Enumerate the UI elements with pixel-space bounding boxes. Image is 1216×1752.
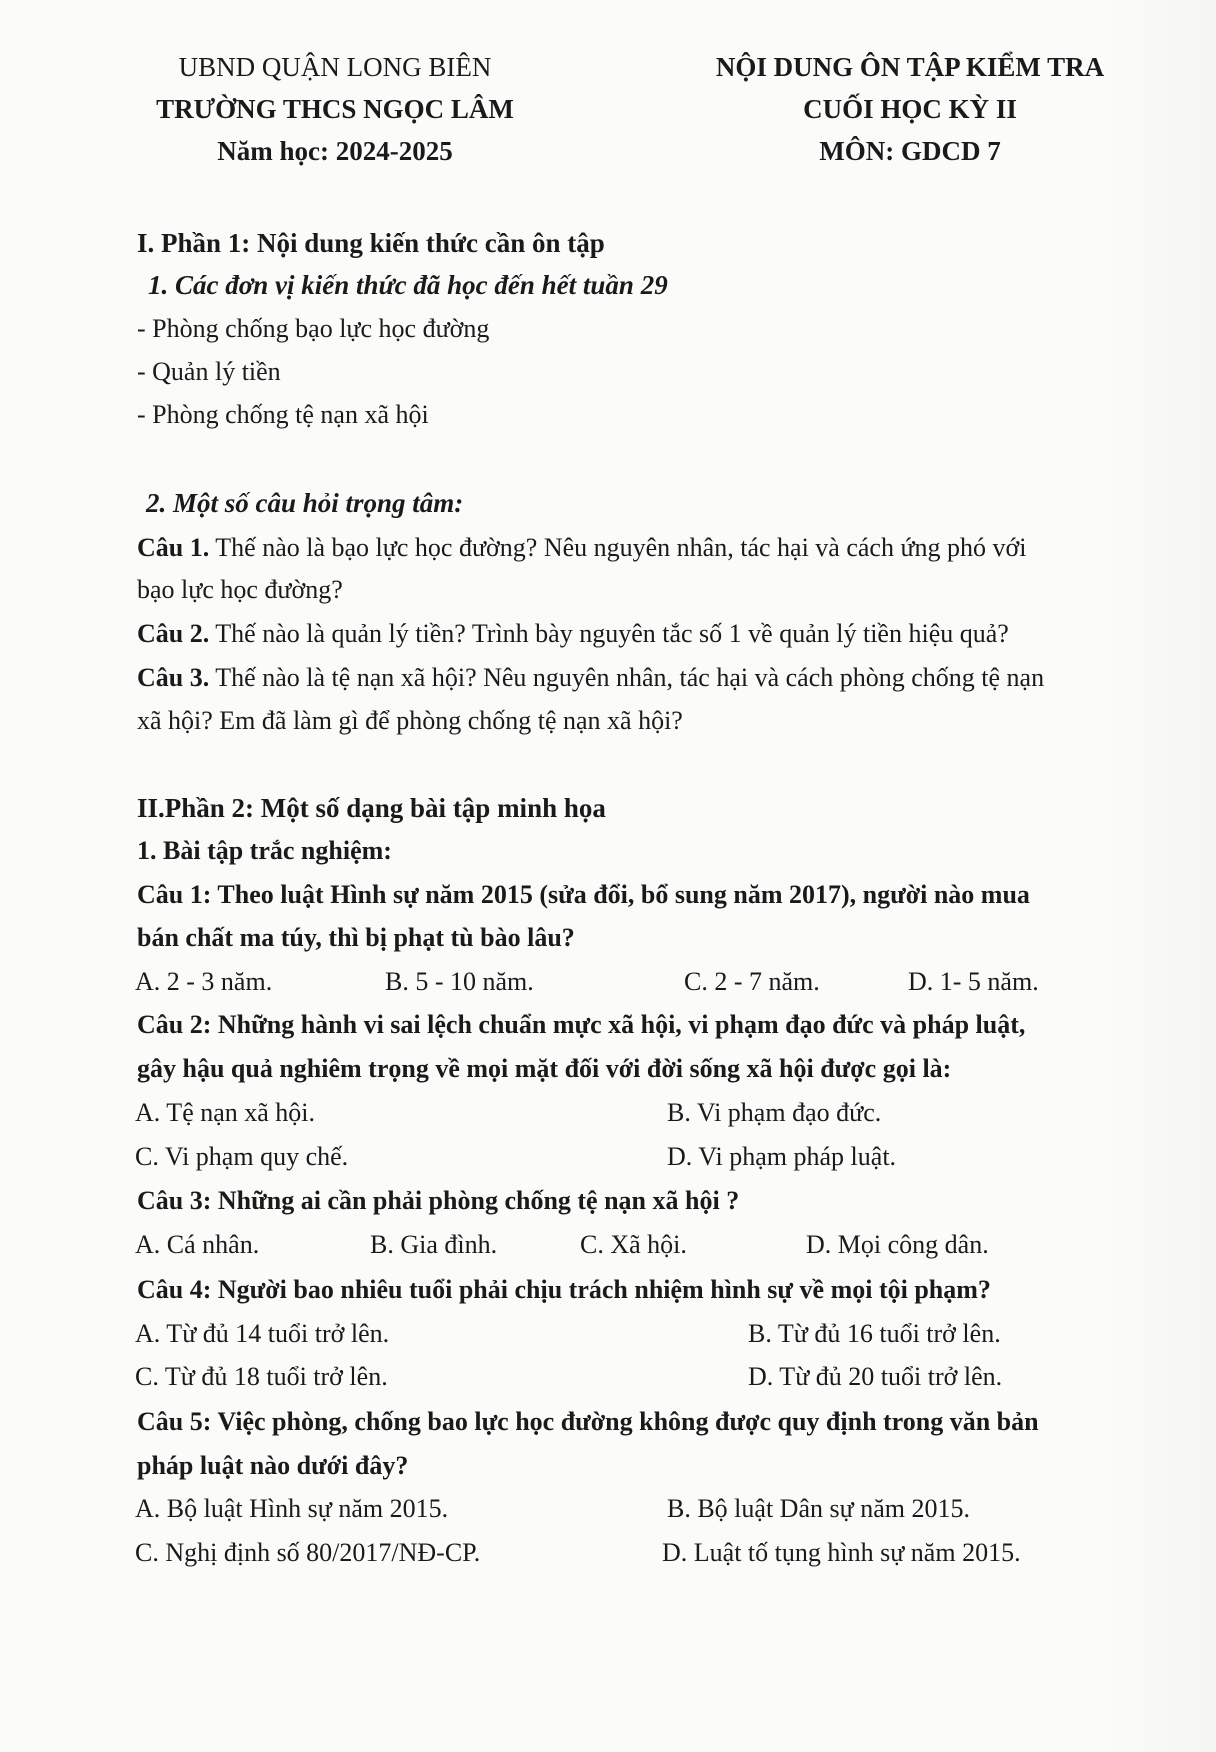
mc2-option-c: C. Vi phạm quy chế. xyxy=(135,1142,349,1171)
mc-question-5: Câu 5: Việc phòng, chống bao lực học đường không được quy định trong văn bản xyxy=(137,1407,1039,1436)
mc-question-2-cont: gây hậu quả nghiêm trọng về mọi mặt đối với đời sống xã hội được gọi là: xyxy=(137,1054,952,1083)
mc5-option-d: D. Luật tố tụng hình sự năm 2015. xyxy=(662,1538,1021,1567)
mc1-option-c: C. 2 - 7 năm. xyxy=(684,967,820,996)
mc5-option-c: C. Nghị định số 80/2017/NĐ-CP. xyxy=(135,1538,481,1567)
mc2-option-d: D. Vi phạm pháp luật. xyxy=(667,1142,897,1171)
mc-question-5-cont: pháp luật nào dưới đây? xyxy=(137,1451,409,1480)
mc4-option-c: C. Từ đủ 18 tuổi trở lên. xyxy=(135,1362,388,1391)
subject: MÔN: GDCD 7 xyxy=(819,136,1001,166)
essay-question-3 xyxy=(137,663,1044,693)
mc5-option-a: A. Bộ luật Hình sự năm 2015. xyxy=(135,1494,449,1523)
mc-question-2: Câu 2: Những hành vi sai lệch chuẩn mực xã hội, vi phạm đạo đức và pháp luật, xyxy=(137,1010,1026,1039)
mc4-option-d: D. Từ đủ 20 tuổi trở lên. xyxy=(748,1362,1003,1391)
mc4-option-b: B. Từ đủ 16 tuổi trở lên. xyxy=(748,1319,1001,1348)
bleed-through-shadow xyxy=(1106,0,1216,1752)
question-label: Câu 1. xyxy=(137,533,210,562)
mc3-option-c: C. Xã hội. xyxy=(580,1230,687,1259)
exam-term: CUỐI HỌC KỲ II xyxy=(803,94,1017,124)
header-left xyxy=(120,46,550,172)
part2-subheading-1: 1. Bài tập trắc nghiệm: xyxy=(137,836,392,865)
mc1-option-b: B. 5 - 10 năm. xyxy=(385,967,534,996)
mc1-option-d: D. 1- 5 năm. xyxy=(908,967,1039,996)
essay-question-2 xyxy=(137,619,1009,649)
mc1-option-a: A. 2 - 3 năm. xyxy=(135,967,273,996)
mc-question-4: Câu 4: Người bao nhiêu tuổi phải chịu trách nhiệm hình sự về mọi tội phạm? xyxy=(137,1275,991,1304)
essay-question-3-cont: xã hội? Em đã làm gì để phòng chống tệ nạn xã hội? xyxy=(137,706,683,735)
school-year: Năm học: 2024-2025 xyxy=(217,136,453,166)
question-text: Thế nào là tệ nạn xã hội? Nêu nguyên nhân, tác hại và cách phòng chống tệ nạn xyxy=(209,663,1045,692)
header-right xyxy=(680,46,1140,172)
question-label: Câu 2. xyxy=(137,619,210,648)
mc-question-1-cont: bán chất ma túy, thì bị phạt tù bào lâu? xyxy=(137,923,575,952)
essay-question-1-cont: bạo lực học đường? xyxy=(137,575,343,604)
topic-item: - Phòng chống tệ nạn xã hội xyxy=(137,400,429,429)
school-name: TRƯỜNG THCS NGỌC LÂM xyxy=(156,94,514,124)
document-title: NỘI DUNG ÔN TẬP KIỂM TRA xyxy=(715,52,1105,82)
mc-question-1: Câu 1: Theo luật Hình sự năm 2015 (sửa đổi, bổ sung năm 2017), người nào mua xyxy=(137,880,1030,909)
topic-item: - Phòng chống bạo lực học đường xyxy=(137,314,490,343)
essay-question-1 xyxy=(137,533,1027,563)
question-text: Thế nào là bạo lực học đường? Nêu nguyên nhân, tác hại và cách ứng phó với xyxy=(209,533,1027,562)
question-text: Thế nào là quản lý tiền? Trình bày nguyên tắc số 1 về quản lý tiền hiệu quả? xyxy=(209,619,1009,648)
part2-title: II.Phần 2: Một số dạng bài tập minh họa xyxy=(137,793,606,823)
part1-subheading-1: 1. Các đơn vị kiến thức đã học đến hết tuần 29 xyxy=(148,270,668,300)
mc3-option-a: A. Cá nhân. xyxy=(135,1230,260,1259)
district-name: UBND QUẬN LONG BIÊN xyxy=(178,52,492,82)
mc3-option-d: D. Mọi công dân. xyxy=(806,1230,989,1259)
mc2-option-b: B. Vi phạm đạo đức. xyxy=(667,1098,882,1127)
mc5-option-b: B. Bộ luật Dân sự năm 2015. xyxy=(667,1494,970,1523)
topic-item: - Quản lý tiền xyxy=(137,357,281,386)
mc-question-3: Câu 3: Những ai cần phải phòng chống tệ nạn xã hội ? xyxy=(137,1186,740,1215)
part1-subheading-2: 2. Một số câu hỏi trọng tâm: xyxy=(146,488,464,518)
question-label: Câu 3. xyxy=(137,663,210,692)
mc2-option-a: A. Tệ nạn xã hội. xyxy=(135,1098,316,1127)
part1-title: I. Phần 1: Nội dung kiến thức cần ôn tập xyxy=(137,228,605,258)
mc3-option-b: B. Gia đình. xyxy=(370,1230,498,1259)
mc4-option-a: A. Từ đủ 14 tuổi trở lên. xyxy=(135,1319,390,1348)
